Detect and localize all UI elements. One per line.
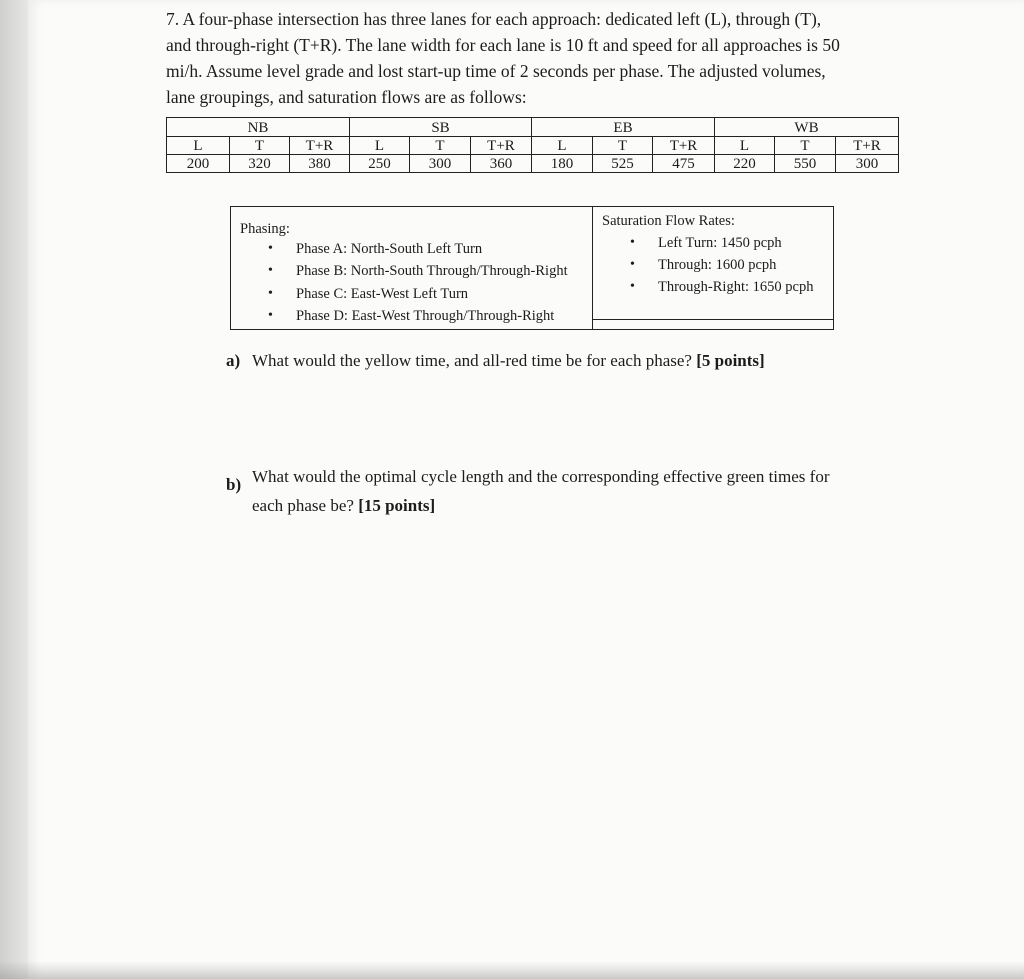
bullet-icon: • (268, 263, 273, 278)
phase-item (268, 286, 469, 303)
bullet-icon: • (268, 308, 273, 323)
volume-cell: 180 (532, 155, 593, 173)
volume-cell: 250 (350, 155, 410, 173)
bullet-icon: • (630, 235, 635, 250)
phase-item-text: Phase A: North-South Left Turn (296, 241, 483, 257)
volume-cell: 360 (471, 155, 532, 173)
lane-header: T (410, 137, 471, 155)
bullet-icon: • (268, 286, 273, 301)
saturation-bottom-border (593, 319, 833, 329)
phase-item-text: Phase D: East-West Through/Through-Right (296, 308, 555, 324)
approach-header: SB (350, 118, 532, 137)
approach-header: EB (532, 118, 715, 137)
phase-item (268, 263, 568, 280)
part-b (226, 466, 906, 526)
part-b-question (252, 462, 830, 520)
part-b-line-2 (252, 491, 830, 520)
volume-cell: 550 (775, 155, 836, 173)
saturation-item (630, 279, 814, 296)
part-b-letter: b) (226, 475, 242, 494)
part-a (226, 346, 886, 376)
lane-header: T (775, 137, 836, 155)
lane-header: L (350, 137, 410, 155)
volume-cell: 300 (410, 155, 471, 173)
question-line-1-text: A four-phase intersection has three lanes for each approach: dedicated left (L), through (T), (182, 9, 822, 29)
phasing-panel (231, 207, 593, 329)
approach-row (167, 118, 899, 137)
volume-cell: 475 (653, 155, 715, 173)
approach-header: NB (167, 118, 350, 137)
lane-header: L (532, 137, 593, 155)
lane-header: T (593, 137, 653, 155)
lane-header: T+R (290, 137, 350, 155)
saturation-item-text: Through: 1600 pcph (658, 257, 777, 273)
volume-row (167, 155, 899, 173)
phase-item (268, 308, 555, 325)
phasing-title: Phasing: (240, 221, 290, 237)
saturation-title: Saturation Flow Rates: (602, 213, 735, 229)
volume-cell: 525 (593, 155, 653, 173)
part-a-letter: a) (226, 351, 241, 370)
lane-header: T (230, 137, 290, 155)
lane-header: T+R (836, 137, 899, 155)
bullet-icon: • (630, 257, 635, 272)
question-line-3: mi/h. Assume level grade and lost start-up time of 2 seconds per phase. The adjusted volumes, (166, 61, 826, 81)
lane-header: L (167, 137, 230, 155)
saturation-item (630, 235, 782, 252)
approach-header: WB (715, 118, 899, 137)
phase-item (268, 241, 483, 258)
phase-item-text: Phase C: East-West Left Turn (296, 286, 469, 302)
volume-cell: 200 (167, 155, 230, 173)
saturation-item (630, 257, 777, 274)
volume-cell: 320 (230, 155, 290, 173)
volume-table (166, 117, 899, 173)
question-line-1 (166, 6, 896, 32)
question-line-4: lane groupings, and saturation flows are as follows: (166, 87, 527, 107)
phasing-saturation-box (230, 206, 834, 330)
bottom-shadow (0, 961, 1024, 979)
part-b-line-1: What would the optimal cycle length and the corresponding effective green times for (252, 467, 830, 486)
volume-cell: 380 (290, 155, 350, 173)
question-7 (166, 6, 896, 110)
part-a-question (252, 346, 765, 375)
bullet-icon: • (268, 241, 273, 256)
page-edge-shadow (0, 0, 28, 979)
bullet-icon: • (630, 279, 635, 294)
part-b-line-2-text: each phase be? (252, 496, 354, 515)
volume-cell: 300 (836, 155, 899, 173)
phase-item-text: Phase B: North-South Through/Through-Right (296, 263, 568, 279)
volume-cell: 220 (715, 155, 775, 173)
part-b-points: [15 points] (358, 496, 436, 515)
part-a-points: [5 points] (696, 351, 765, 370)
lane-row (167, 137, 899, 155)
lane-header: L (715, 137, 775, 155)
question-number: 7. (166, 9, 180, 29)
saturation-item-text: Through-Right: 1650 pcph (658, 279, 814, 295)
question-line-2: and through-right (T+R). The lane width for each lane is 10 ft and speed for all approaches is 50 (166, 35, 840, 55)
lane-header: T+R (653, 137, 715, 155)
saturation-item-text: Left Turn: 1450 pcph (658, 235, 782, 251)
lane-header: T+R (471, 137, 532, 155)
part-a-text: What would the yellow time, and all-red time be for each phase? (252, 351, 692, 370)
saturation-panel (593, 207, 833, 319)
